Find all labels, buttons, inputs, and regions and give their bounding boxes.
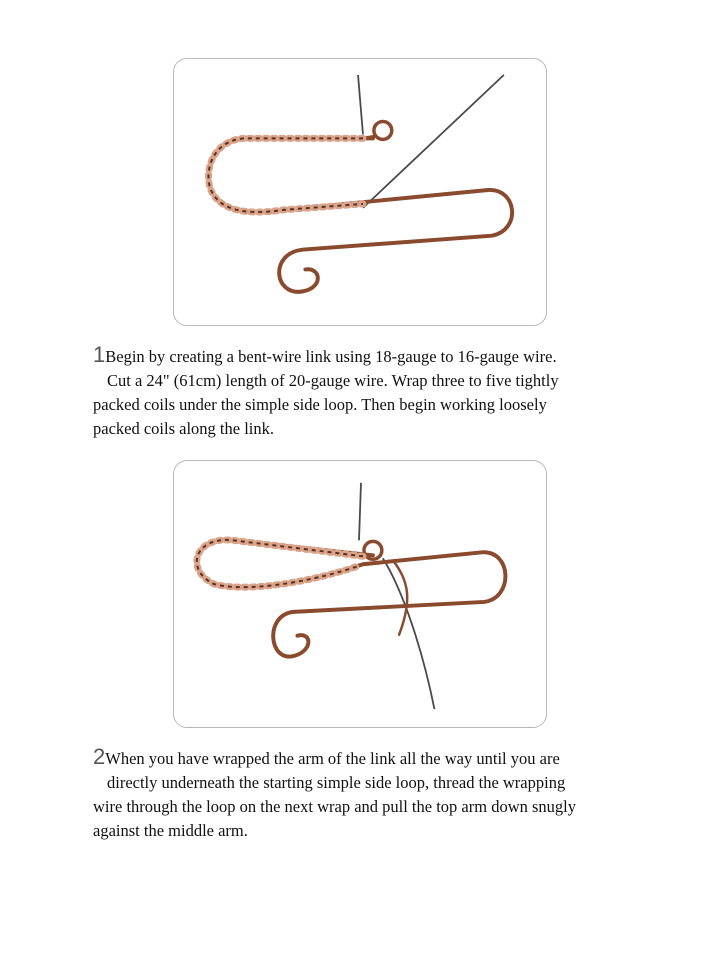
wire-link-photo-illustration — [174, 59, 546, 325]
step-2-instructions — [93, 745, 653, 843]
wrapped-coils — [208, 138, 363, 212]
wire-link-photo-illustration — [174, 461, 546, 727]
step-line: Cut a 24" (61cm) length of 20-gauge wire. Wrap three to five tightly — [107, 371, 559, 390]
step-line: When you have wrapped the arm of the link all the way until you are — [105, 749, 560, 768]
step-line: packed coils along the link. — [93, 419, 274, 438]
wrapped-coils — [197, 540, 363, 587]
coil-shadow — [208, 138, 363, 212]
step-number: 1 — [93, 342, 106, 367]
wrapping-wire — [393, 560, 407, 635]
step-line: Begin by creating a bent-wire link using 18-gauge to 16-gauge wire. — [105, 347, 557, 366]
step-number: 2 — [93, 744, 106, 769]
step-line: against the middle arm. — [93, 821, 248, 840]
needle — [383, 558, 435, 709]
step-1-photo — [173, 58, 547, 326]
step-2-photo — [173, 460, 547, 728]
side-loop — [374, 122, 392, 140]
step-line: packed coils under the simple side loop. Then begin working loosely — [93, 395, 547, 414]
step-1-instructions — [93, 343, 653, 441]
needle — [363, 75, 504, 208]
step-line: wire through the loop on the next wrap and pull the top arm down snugly — [93, 797, 576, 816]
needle-stub — [358, 75, 363, 135]
step-line: directly underneath the starting simple side loop, thread the wrapping — [107, 773, 566, 792]
needle-stub — [359, 483, 361, 541]
